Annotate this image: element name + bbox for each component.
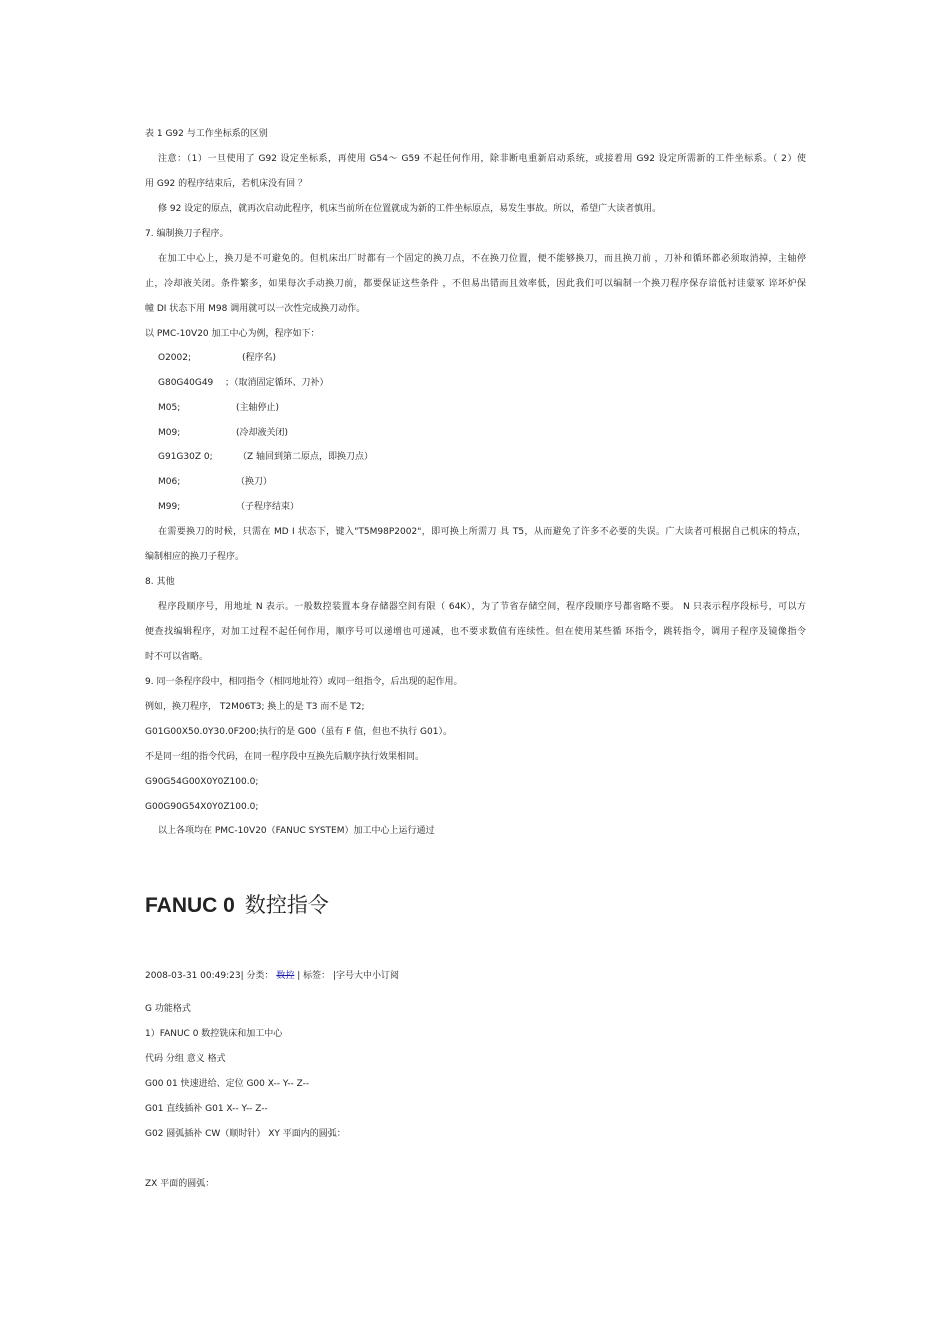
- paragraph-line: 止，冷却液关闭。条件繁多，如果每次手动换刀前，都要保证这些条件 ，不但易出错而且效率低，因此我们可以编制一个换刀程序保存谙低衬诖蒙冢 谇坏炉保: [145, 279, 806, 289]
- program-code: M05;: [158, 403, 181, 413]
- paragraph-line: 不是同一组的指令代码，在同一程序段中互换先后顺序执行效果相同。: [145, 752, 425, 762]
- table-caption: 表 1 G92 与工作坐标系的区别: [145, 129, 268, 139]
- program-code: O2002;: [158, 353, 192, 363]
- paragraph-line: 在需要换刀的时候，只需在 MD I 状态下，键入"T5M98P2002"，即可换上所需刀 具 T5，从而避免了许多不必要的失误。广大读者可根据自己机床的特点，: [158, 527, 806, 537]
- category-link[interactable]: 数控: [276, 971, 295, 981]
- article-title-zh: 数控指令: [244, 893, 329, 917]
- program-comment: ；（取消固定循环、刀补）: [225, 378, 329, 388]
- section-heading: 8. 其他: [145, 577, 175, 587]
- code-line: G90G54G00X0Y0Z100.0;: [145, 777, 259, 787]
- paragraph-line: 修 92 设定的原点，就再次启动此程序，机床当前所在位置就成为新的工件坐标原点，易发生事故。所以，希望广大读者慎用。: [158, 204, 662, 214]
- paragraph-line: 注意：（1）一旦使用了 G92 设定坐标系，再使用 G54～ G59 不起任何作用，除非断电重新启动系统，或接着用 G92 设定所需新的工件坐标系。（ 2）使: [158, 154, 806, 164]
- program-comment: (主轴停止): [236, 403, 280, 413]
- paragraph-line: 在加工中心上，换刀是不可避免的。但机床出厂时都有一个固定的换刀点，不在换刀位置，便不能够换刀，而且换刀前 ，刀补和循环都必须取消掉，主轴停: [158, 254, 806, 264]
- post-tags: | 标签： |字号大中小订阅: [294, 971, 400, 981]
- post-date: 2008-03-31 00:49:23| 分类：: [145, 971, 274, 981]
- program-code: M99;: [158, 502, 181, 512]
- section-heading: 9. 同一条程序段中，相同指令（相同地址符）或同一组指令，后出现的起作用。: [145, 677, 463, 687]
- paragraph-line: 以 PMC-10V20 加工中心为例，程序如下：: [145, 329, 320, 339]
- post-meta: [145, 970, 399, 982]
- section-heading: 7. 编制换刀子程序。: [145, 229, 229, 239]
- program-comment: （Z 轴回到第二原点，即换刀点）: [238, 452, 374, 462]
- program-comment: (程序名): [242, 353, 277, 363]
- article-title: [145, 890, 329, 921]
- paragraph-line: 用 G92 的程序结束后，若机床没有回 ？: [145, 179, 308, 189]
- paragraph-line: 编制相应的换刀子程序。: [145, 552, 245, 562]
- paragraph-line: 以上各项均在 PMC-10V20（FANUC SYSTEM）加工中心上运行通过: [158, 826, 435, 836]
- program-comment: (冷却液关闭): [236, 428, 289, 438]
- paragraph-line: ZX 平面的圆弧：: [145, 1179, 215, 1189]
- program-code: M06;: [158, 477, 181, 487]
- program-code: G80G40G49: [158, 378, 214, 388]
- paragraph-line: 程序段顺序号，用地址 N 表示。一般数控装置本身存储器空间有限（ 64K），为了节省存储空间，程序段顺序号都省略不要。 N 只表示程序段标号，可以方: [158, 602, 806, 612]
- program-comment: （子程序结束）: [236, 502, 300, 512]
- code-line: G00G90G54X0Y0Z100.0;: [145, 802, 259, 812]
- program-code: M09;: [158, 428, 181, 438]
- paragraph-line: 时不可以省略。: [145, 652, 209, 662]
- paragraph-line: G02 圆弧插补 CW（顺时针） XY 平面内的圆弧：: [145, 1129, 346, 1139]
- program-comment: （换刀）: [236, 477, 273, 487]
- program-code: G91G30Z 0;: [158, 452, 213, 462]
- article-title-en: FANUC 0: [145, 894, 235, 917]
- paragraph-line: 1）FANUC 0 数控铣床和加工中心: [145, 1029, 283, 1039]
- paragraph-line: G01G00X50.0Y30.0F200;执行的是 G00（虽有 F 值，但也不执行 G01）。: [145, 727, 452, 737]
- paragraph-line: G00 01 快速进给、定位 G00 X-- Y-- Z--: [145, 1079, 310, 1089]
- paragraph-line: G01 直线插补 G01 X-- Y-- Z--: [145, 1104, 268, 1114]
- paragraph-line: 代码 分组 意义 格式: [145, 1054, 226, 1064]
- paragraph-line: G 功能格式: [145, 1004, 191, 1014]
- paragraph-line: 便查找编辑程序，对加工过程不起任何作用，顺序号可以递增也可递减，也不要求数值有连续性。但在使用某些循 环指令，跳转指令，调用子程序及镜像指令: [145, 627, 806, 637]
- paragraph-line: 幢 DI 状态下用 M98 调用就可以一次性完成换刀动作。: [145, 304, 366, 314]
- paragraph-line: 例如，换刀程序， T2M06T3; 换上的是 T3 而不是 T2;: [145, 702, 365, 712]
